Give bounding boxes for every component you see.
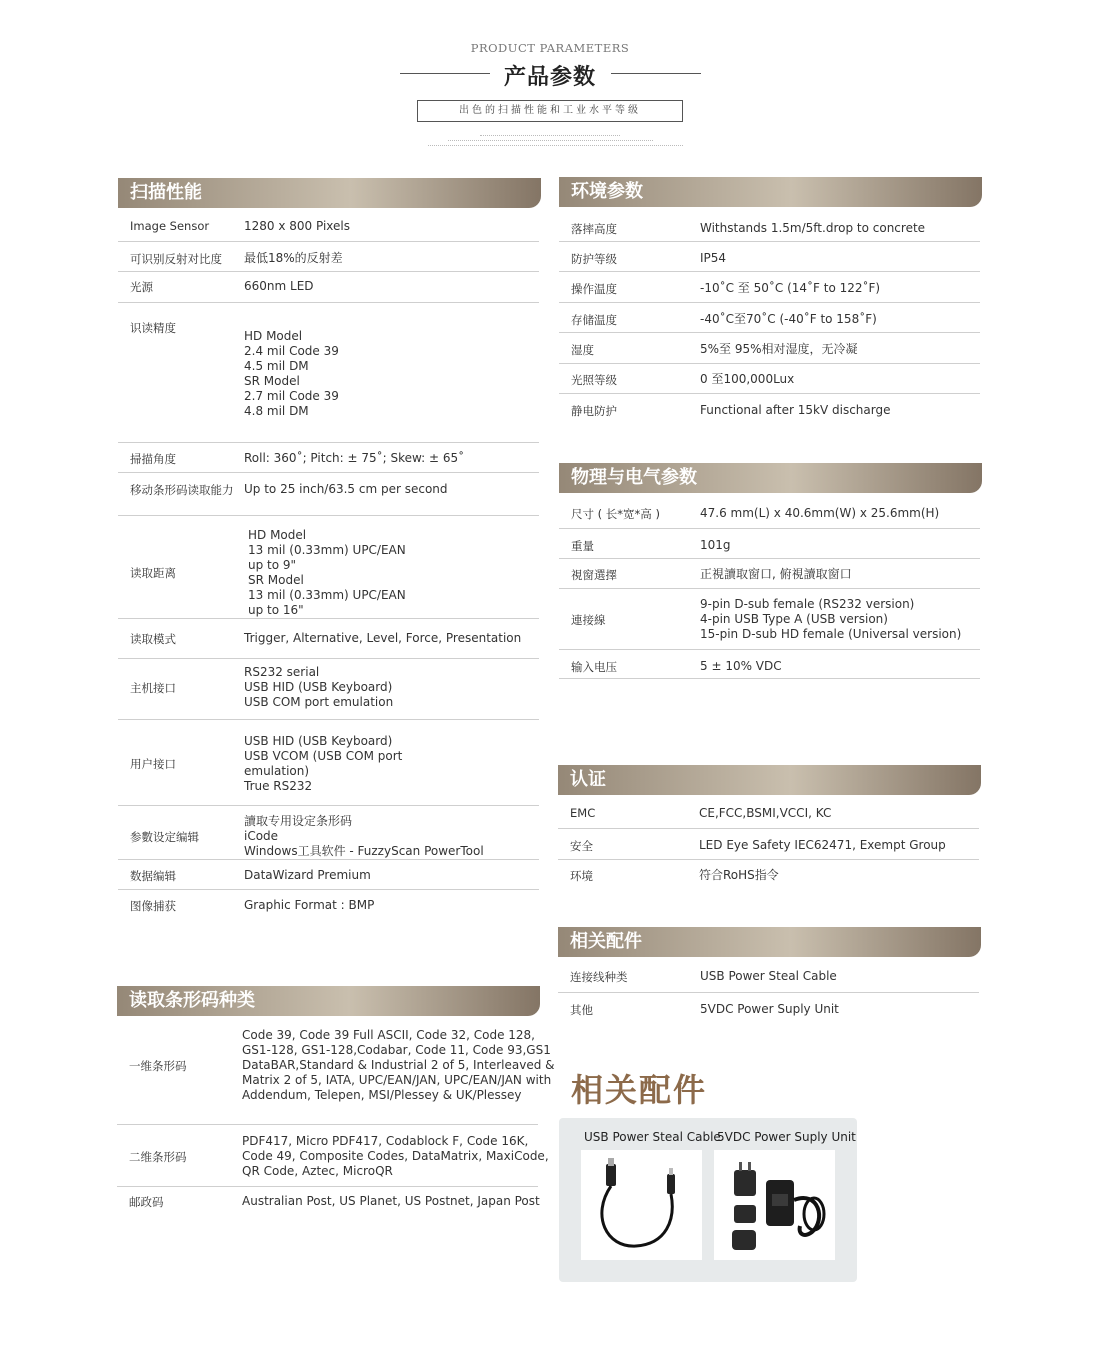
spec-value xyxy=(699,806,831,821)
spec-row xyxy=(118,241,539,272)
accessory-caption: USB Power Steal Cable xyxy=(584,1130,721,1144)
spec-value-line: PDF417, Micro PDF417, Codablock F, Code 16K, xyxy=(242,1134,529,1148)
spec-value-line: -40˚C至70˚C (-40˚F to 158˚F) xyxy=(700,312,877,326)
spec-value xyxy=(244,219,350,234)
spec-label: 用户接口 xyxy=(130,757,176,771)
spec-table-cert xyxy=(558,795,979,895)
spec-label: 落摔高度 xyxy=(571,222,617,236)
spec-label: 输入电压 xyxy=(571,660,617,674)
section-bar-cert: 认证 xyxy=(558,765,981,795)
spec-value xyxy=(244,814,484,859)
spec-value-line: emulation) xyxy=(244,764,310,778)
spec-table-env xyxy=(559,207,980,437)
spec-row xyxy=(117,1186,538,1216)
spec-value xyxy=(244,279,314,294)
spec-label: 一维条形码 xyxy=(129,1059,187,1073)
spec-value-line: USB VCOM (USB COM port xyxy=(244,749,403,763)
spec-value-line: -10˚C 至 50˚C (14˚F to 122˚F) xyxy=(700,281,881,295)
spec-label: 识读精度 xyxy=(130,321,176,335)
spec-label: 连接线种类 xyxy=(570,970,628,984)
usb-cable-icon xyxy=(581,1150,702,1260)
spec-label: 湿度 xyxy=(571,343,594,357)
spec-label: 存储温度 xyxy=(571,313,617,327)
spec-value xyxy=(700,506,939,521)
spec-label: 参數设定编辑 xyxy=(130,830,199,844)
spec-value xyxy=(699,838,946,853)
spec-row xyxy=(118,889,539,919)
section-bar-barcodes: 读取条形码种类 xyxy=(117,986,540,1016)
spec-row xyxy=(558,957,979,993)
spec-label: 主机接口 xyxy=(130,681,176,695)
section-bar-scan: 扫描性能 xyxy=(118,178,541,208)
spec-label: 读取距离 xyxy=(130,566,176,580)
spec-value-line: Graphic Format : BMP xyxy=(244,898,375,912)
spec-value xyxy=(700,538,731,553)
spec-value-line: 4-pin USB Type A (USB version) xyxy=(700,612,888,626)
spec-value-line: DataWizard Premium xyxy=(244,868,371,882)
spec-value-line: 13 mil (0.33mm) UPC/EAN xyxy=(248,588,406,602)
spec-value xyxy=(700,281,880,296)
spec-row xyxy=(558,859,979,889)
spec-value-line: Trigger, Alternative, Level, Force, Presentation xyxy=(244,631,522,645)
spec-label: 視窗選擇 xyxy=(571,568,617,582)
spec-table-acc xyxy=(558,957,979,1027)
spec-value-line: HD Model xyxy=(248,528,307,542)
spec-label: 防护等级 xyxy=(571,252,617,266)
spec-row xyxy=(118,271,539,303)
spec-value xyxy=(244,734,402,794)
spec-value-line: RS232 serial xyxy=(244,665,320,679)
spec-row xyxy=(559,332,980,364)
spec-table-phys xyxy=(559,493,980,683)
spec-value xyxy=(700,342,858,357)
spec-value xyxy=(244,898,374,913)
spec-label: 静电防护 xyxy=(571,404,617,418)
spec-value-line: GS1-128, GS1-128,Codabar, Code 11, Code 93,GS1 xyxy=(242,1043,551,1057)
section-bar-acc: 相关配件 xyxy=(558,927,981,957)
spec-value xyxy=(244,251,343,266)
divider-dots xyxy=(480,135,620,136)
spec-value-line: Up to 25 inch/63.5 cm per second xyxy=(244,482,448,496)
spec-value-line: Matrix 2 of 5, IATA, UPC/EAN/JAN, UPC/EAN/JAN with xyxy=(242,1073,552,1087)
spec-value xyxy=(699,868,779,883)
spec-row xyxy=(559,493,980,529)
spec-label: EMC xyxy=(570,806,596,820)
spec-value-line: True RS232 xyxy=(244,779,313,793)
header-tagline: 出色的扫描性能和工业水平等级 xyxy=(417,100,683,122)
divider-dots xyxy=(428,145,683,146)
header-rule-right xyxy=(611,73,701,74)
spec-table-barcodes xyxy=(117,1016,555,1216)
power-adapter-icon xyxy=(714,1150,835,1260)
spec-value xyxy=(700,597,961,642)
spec-value-line: Windows工具软件 - FuzzyScan PowerTool xyxy=(244,844,484,858)
spec-label: 邮政码 xyxy=(129,1195,164,1209)
spec-value-line: 符合RoHS指令 xyxy=(699,868,779,882)
spec-value xyxy=(242,1134,549,1179)
spec-value-line: QR Code, Aztec, MicroQR xyxy=(242,1164,393,1178)
spec-value-line: HD Model xyxy=(244,329,303,343)
accessories-heading: 相关配件 xyxy=(571,1071,708,1109)
spec-label: 尺寸 ( 长*宽*高 ) xyxy=(571,507,660,521)
spec-value-line: SR Model xyxy=(248,573,304,587)
spec-value xyxy=(248,528,406,618)
spec-label: 掃描角度 xyxy=(130,452,176,466)
spec-label: 連接線 xyxy=(571,613,606,627)
spec-value-line: 2.7 mil Code 39 xyxy=(244,389,339,403)
spec-value xyxy=(700,221,925,236)
spec-label: 图像捕获 xyxy=(130,899,176,913)
spec-value-line: USB HID (USB Keyboard) xyxy=(244,680,393,694)
spec-row xyxy=(559,241,980,272)
spec-value-line: 2.4 mil Code 39 xyxy=(244,344,339,358)
spec-row xyxy=(559,528,980,559)
spec-value-line: 9-pin D-sub female (RS232 version) xyxy=(700,597,915,611)
spec-value-line: 47.6 mm(L) x 40.6mm(W) x 25.6mm(H) xyxy=(700,506,940,520)
spec-row xyxy=(559,363,980,394)
divider-dots xyxy=(448,140,653,141)
spec-value xyxy=(700,567,852,582)
spec-label: 操作温度 xyxy=(571,282,617,296)
spec-value xyxy=(700,312,877,327)
spec-value-line: CE,FCC,BSMI,VCCI, KC xyxy=(699,806,832,820)
spec-row xyxy=(559,649,980,679)
spec-value-line: up to 16" xyxy=(248,603,304,617)
spec-value-line: 15-pin D-sub HD female (Universal version) xyxy=(700,627,962,641)
spec-value-line: Code 39, Code 39 Full ASCII, Code 32, Code 128, xyxy=(242,1028,535,1042)
spec-row xyxy=(118,472,539,516)
spec-value xyxy=(244,482,448,497)
spec-value xyxy=(244,451,464,466)
spec-value-line: 101g xyxy=(700,538,731,552)
spec-row xyxy=(118,208,539,242)
spec-value-line: Code 49, Composite Codes, DataMatrix, MaxiCode, xyxy=(242,1149,549,1163)
header-title-cn: 产品参数 xyxy=(503,65,596,90)
spec-value-line: 5 ± 10% VDC xyxy=(700,659,782,673)
spec-value xyxy=(244,665,393,710)
spec-value-line: 4.8 mil DM xyxy=(244,404,309,418)
spec-value-line: Functional after 15kV discharge xyxy=(700,403,891,417)
spec-row xyxy=(118,515,539,619)
spec-label: 重量 xyxy=(571,539,594,553)
spec-value xyxy=(700,1002,839,1017)
spec-value-line: USB Power Steal Cable xyxy=(700,969,837,983)
spec-row xyxy=(117,1016,555,1125)
spec-value-line: SR Model xyxy=(244,374,300,388)
spec-row xyxy=(118,805,539,860)
spec-value-line: Roll: 360˚; Pitch: ± 75˚; Skew: ± 65˚ xyxy=(244,451,465,465)
spec-value-line: 4.5 mil DM xyxy=(244,359,309,373)
spec-value xyxy=(700,969,837,984)
spec-label: 二维条形码 xyxy=(129,1150,187,1164)
spec-value xyxy=(244,329,339,419)
spec-value xyxy=(700,372,794,387)
spec-value xyxy=(700,659,782,674)
spec-row xyxy=(559,271,980,303)
spec-value-line: 最低18%的反射差 xyxy=(244,251,343,265)
spec-row xyxy=(118,658,539,720)
spec-row xyxy=(117,1124,549,1187)
spec-label: 安全 xyxy=(570,839,593,853)
spec-value-line: 讀取专用设定条形码 xyxy=(244,814,353,828)
spec-label: 读取模式 xyxy=(130,632,176,646)
spec-value-line: IP54 xyxy=(700,251,727,265)
spec-row xyxy=(118,302,539,443)
spec-row xyxy=(118,618,539,659)
spec-value xyxy=(244,631,521,646)
spec-row xyxy=(118,719,539,806)
accessory-image-adapter xyxy=(714,1150,835,1260)
spec-row xyxy=(118,442,539,473)
spec-value-line: Australian Post, US Planet, US Postnet, Japan Post xyxy=(242,1194,540,1208)
spec-value-line: 5%至 95%相对湿度，无冷凝 xyxy=(700,342,858,356)
spec-label: 环境 xyxy=(570,869,593,883)
spec-row xyxy=(559,393,980,423)
spec-row xyxy=(559,588,980,650)
spec-value xyxy=(700,251,726,266)
spec-value xyxy=(700,403,890,418)
spec-label: 光照等级 xyxy=(571,373,617,387)
spec-value-line: 660nm LED xyxy=(244,279,314,293)
accessory-caption: 5VDC Power Suply Unit xyxy=(717,1130,856,1144)
spec-row xyxy=(558,828,979,860)
spec-row xyxy=(559,302,980,333)
section-bar-env: 环境参数 xyxy=(559,177,982,207)
accessories-card xyxy=(559,1118,857,1282)
accessory-image-cable xyxy=(581,1150,702,1260)
spec-value-line: LED Eye Safety IEC62471, Exempt Group xyxy=(699,838,946,852)
spec-label: 其他 xyxy=(570,1003,593,1017)
spec-value-line: 5VDC Power Suply Unit xyxy=(700,1002,839,1016)
spec-row xyxy=(558,795,979,829)
spec-value-line: 正視讀取窗口, 俯視讀取窗口 xyxy=(700,567,852,581)
spec-value-line: 0 至100,000Lux xyxy=(700,372,795,386)
spec-row xyxy=(558,992,979,1022)
section-bar-phys: 物理与电气参数 xyxy=(559,463,982,493)
spec-value xyxy=(244,868,371,883)
spec-value xyxy=(242,1028,555,1103)
spec-value-line: Withstands 1.5m/5ft.drop to concrete xyxy=(700,221,926,235)
spec-row xyxy=(118,859,539,890)
spec-value-line: Addendum, Telepen, MSI/Plessey & UK/Plessey xyxy=(242,1088,522,1102)
spec-value-line: 13 mil (0.33mm) UPC/EAN xyxy=(248,543,406,557)
spec-value-line: 1280 x 800 Pixels xyxy=(244,219,350,233)
spec-label: 可识别反射对比度 xyxy=(130,252,222,266)
spec-table-scan xyxy=(118,208,539,928)
spec-value-line: USB HID (USB Keyboard) xyxy=(244,734,393,748)
spec-label: Image Sensor xyxy=(130,219,210,233)
spec-row xyxy=(559,558,980,589)
spec-value-line: DataBAR,Standard & Industrial 2 of 5, Interleaved & xyxy=(242,1058,555,1072)
spec-row xyxy=(559,207,980,242)
spec-label: 数据编辑 xyxy=(130,869,176,883)
spec-value-line: iCode xyxy=(244,829,279,843)
spec-label: 光源 xyxy=(130,280,153,294)
spec-label: 移动条形码读取能力 xyxy=(130,483,234,497)
header-title-en: PRODUCT PARAMETERS xyxy=(470,41,630,55)
spec-value-line: up to 9" xyxy=(248,558,297,572)
spec-value xyxy=(242,1194,540,1209)
spec-value-line: USB COM port emulation xyxy=(244,695,394,709)
